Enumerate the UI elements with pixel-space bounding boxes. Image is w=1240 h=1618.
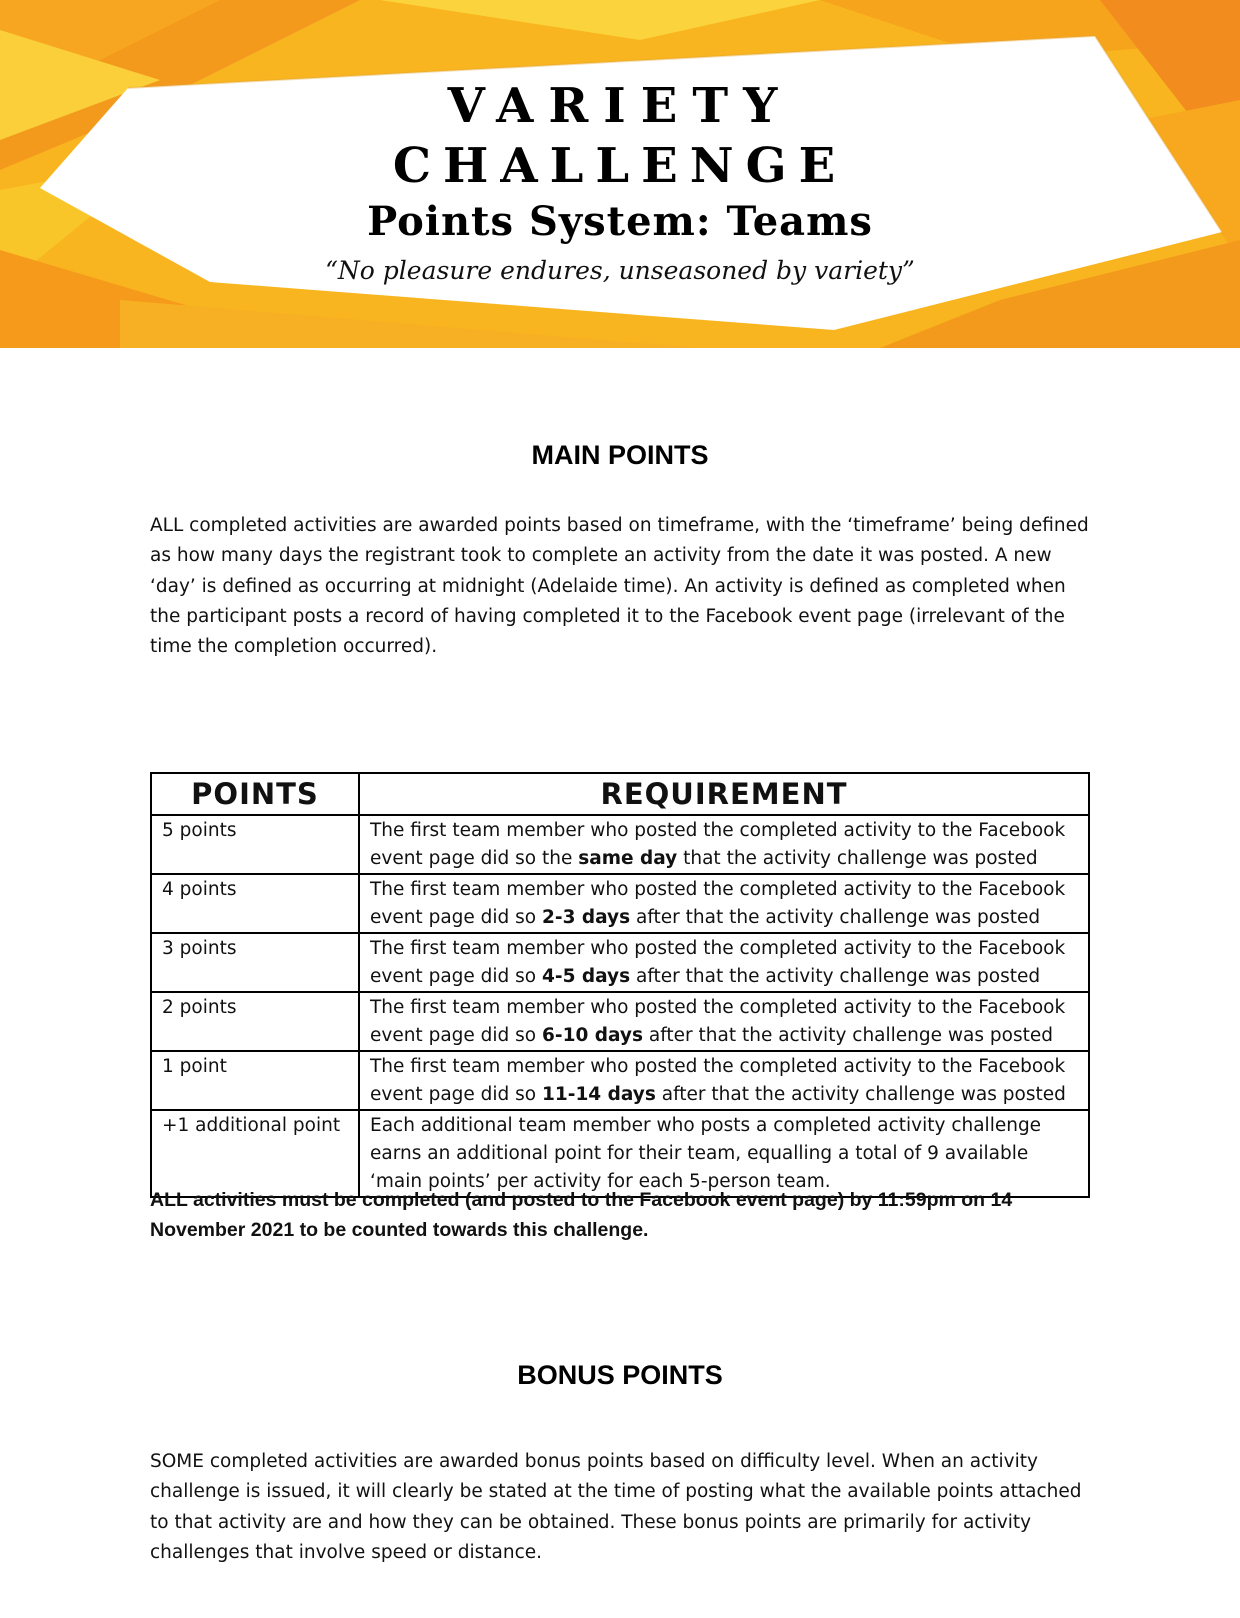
requirement-text: The first team member who posted the completed activity to the Facebook event page did so — [370, 938, 1066, 987]
requirement-text-end: after that the activity challenge was posted — [630, 966, 1041, 987]
requirement-text-end: after that the activity challenge was posted — [655, 1084, 1066, 1105]
points-cell: 1 point — [151, 1051, 359, 1110]
banner-title-line-1: VARIETY — [447, 78, 793, 134]
banner-motto: “No pleasure endures, unseasoned by variety” — [325, 256, 915, 285]
banner-title-line-2: CHALLENGE — [392, 138, 848, 194]
header-banner — [0, 0, 1240, 348]
main-points-intro: ALL completed activities are awarded points based on timeframe, with the ‘timeframe’ being defined as how many days the registrant took to complete an activity from the date it was posted. A new ‘day’ is defined as occurring at midnight (Adelaide time). An activity is defined as completed when the participant posts a record of having completed it to the Facebook event page (irrelevant of the time the completion occurred). — [150, 515, 1089, 658]
table-row — [151, 1110, 1089, 1197]
requirement-emphasis: 6-10 days — [542, 1025, 643, 1046]
points-cell: +1 additional point — [151, 1110, 359, 1197]
table-header-row — [151, 773, 1089, 815]
points-cell: 3 points — [151, 933, 359, 992]
requirement-text-end: after that the activity challenge was posted — [642, 1025, 1053, 1046]
table-row — [151, 992, 1089, 1051]
requirement-text-end: that the activity challenge was posted — [677, 848, 1038, 869]
points-cell: 4 points — [151, 874, 359, 933]
points-cell: 5 points — [151, 815, 359, 874]
banner-subtitle: Points System: Teams — [367, 198, 873, 245]
requirement-emphasis: 4-5 days — [542, 966, 631, 987]
header-requirement: REQUIREMENT — [359, 773, 1089, 815]
requirement-text: The first team member who posted the completed activity to the Facebook event page did so the — [370, 820, 1066, 869]
table-row — [151, 874, 1089, 933]
requirement-text: The first team member who posted the completed activity to the Facebook event page did so — [370, 1056, 1066, 1105]
requirement-text: Each additional team member who posts a completed activity challenge earns an additional point for their team, equalling a total of 9 available ‘main points’ per activity for each 5-person team. — [370, 1115, 1042, 1192]
requirement-emphasis: same day — [578, 848, 678, 869]
deadline-note: ALL activities must be completed (and posted to the Facebook event page) by 11:59pm on 14 November 2021 to be counted towards this challenge. — [150, 1189, 1013, 1241]
requirement-cell — [359, 815, 1089, 874]
requirement-cell — [359, 874, 1089, 933]
requirement-text-end: after that the activity challenge was posted — [630, 907, 1041, 928]
header-points: POINTS — [151, 773, 359, 815]
requirement-emphasis: 11-14 days — [542, 1084, 656, 1105]
bonus-points-intro: SOME completed activities are awarded bonus points based on difficulty level. When an activity challenge is issued, it will clearly be stated at the time of posting what the available points attached to that activity are and how they can be obtained. These bonus points are primarily for activity challenges that involve speed or distance. — [150, 1451, 1082, 1563]
requirement-emphasis: 2-3 days — [542, 907, 631, 928]
requirement-cell — [359, 992, 1089, 1051]
requirement-cell — [359, 1110, 1089, 1197]
bonus-points-heading: BONUS POINTS — [517, 1360, 723, 1390]
main-points-heading: MAIN POINTS — [531, 440, 709, 470]
points-cell: 2 points — [151, 992, 359, 1051]
requirement-text: The first team member who posted the completed activity to the Facebook event page did so — [370, 879, 1066, 928]
requirement-cell — [359, 933, 1089, 992]
requirement-cell — [359, 1051, 1089, 1110]
table-row — [151, 933, 1089, 992]
table-row — [151, 1051, 1089, 1110]
points-table — [150, 772, 1090, 1198]
requirement-text: The first team member who posted the completed activity to the Facebook event page did so — [370, 997, 1066, 1046]
table-row — [151, 815, 1089, 874]
